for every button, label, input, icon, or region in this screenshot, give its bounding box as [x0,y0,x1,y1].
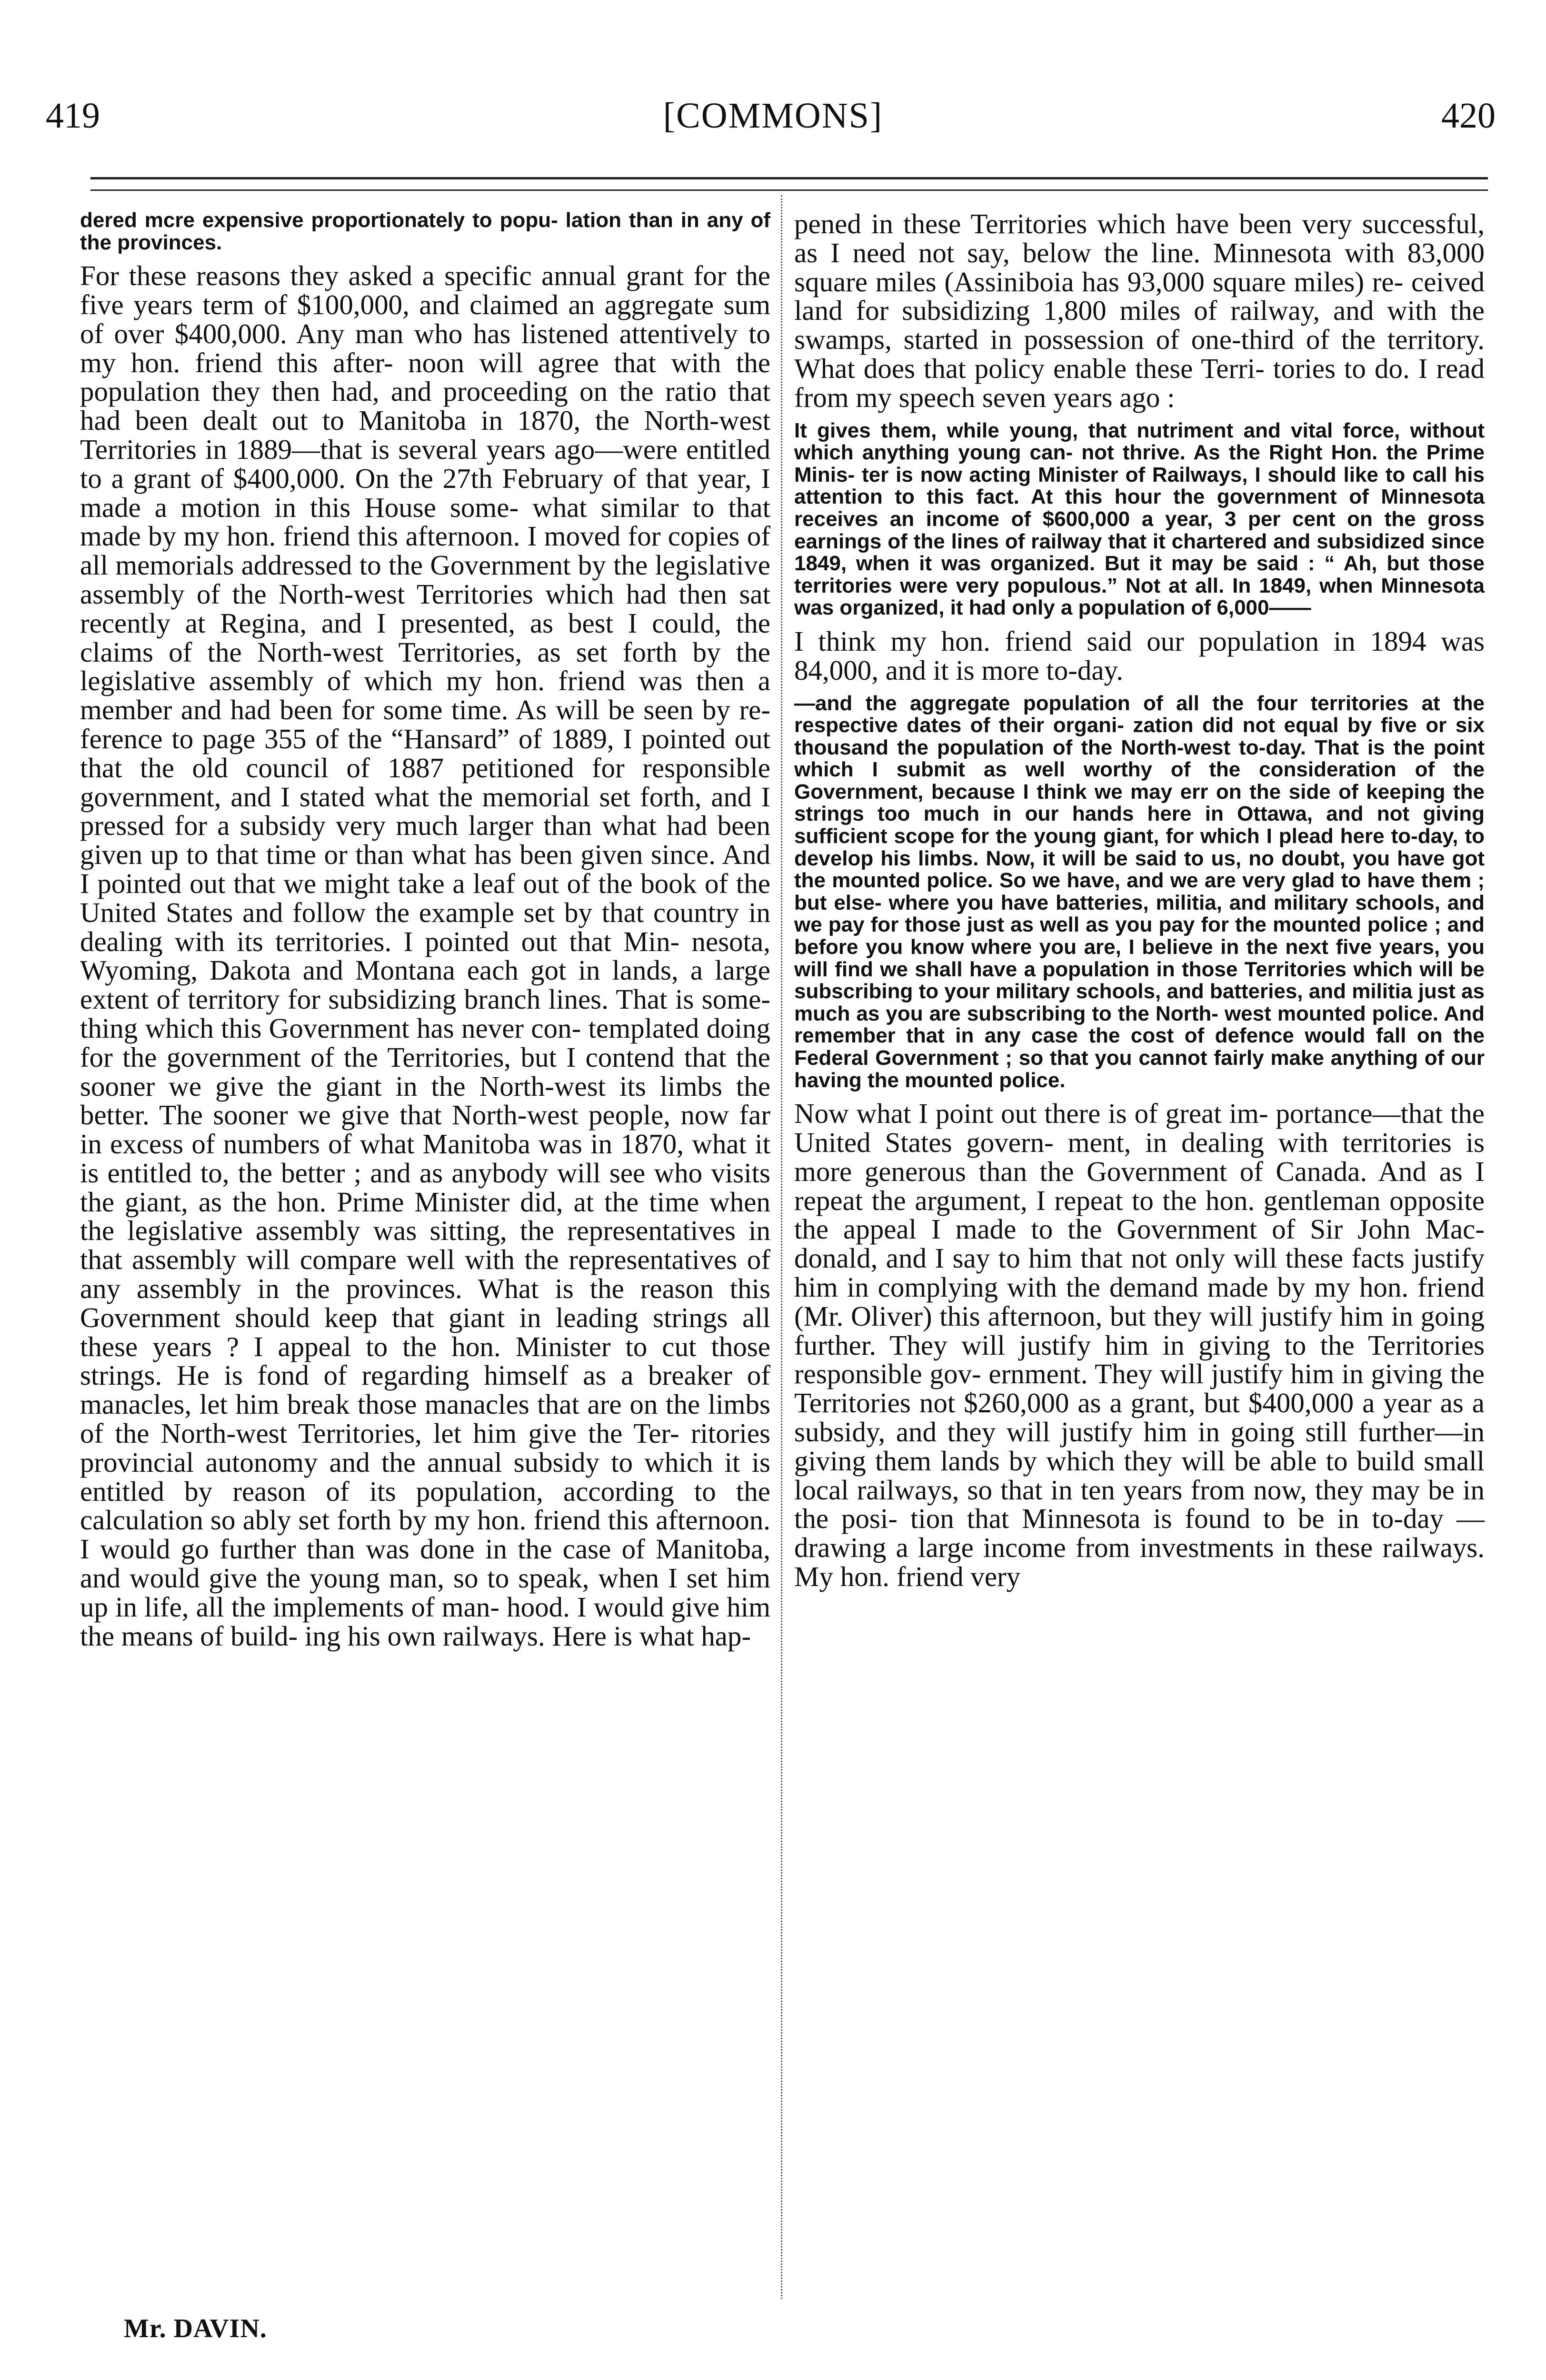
quoted-speech-1: It gives them, while young, that nutriment and vital force, without which anything young can- not thrive. As the Right Hon. the Prime Minis- ter is now acting Minister of Railways, I should like to call his attention to this fact. At this hour the government of Minnesota receives an income of $600,000 a year, 3 per cent on the gross earnings of the lines of railway that it chartered and subsidized since 1849, when it was organized. But it may be said : “ Ah, but those territories were very populous.” Not at all. In 1849, when Minnesota was organized, it had only a population of 6,000—— [794,418,1485,620]
header-rule-thin [90,189,1488,191]
page-header [0,95,1546,152]
quoted-speech-2: —and the aggregate population of all the four territories at the respective dates of their organi- zation did not equal by five or six thousand the population of the North-west to-day. That is the point which I submit as well worthy of the consideration of the Government, because I think we may err on the side of keeping the strings too much in our hands here in Ottawa, and not giving sufficient scope for the young giant, for which I plead here to-day, to develop his limbs. Now, it will be said to us, no doubt, you have got the mounted police. So we have, and we are very glad to have them ; but else- where you have batteries, militia, and military schools, and we pay for those just as well as you pay for the mounted police ; and before you know where you are, I believe in the next five years, you will find we shall have a population in those Territories which will be subscribing to your military schools, and batteries, and militia just as much as you are subscribing to the North- west mounted police. And remember that in any case the cost of defence would fall on the Federal Government ; so that you cannot fairly make anything of our having the mounted police. [794,691,1485,1092]
header-rule-thick [90,177,1488,179]
speaker-footer: Mr. DAVIN. [124,2314,267,2343]
column-divider [781,195,782,2299]
left-body-paragraph: For these reasons they asked a specific annual grant for the five years term of $100,000, and claimed an aggregate sum of over $400,000. Any man who has listened attentively to my hon. friend this after- noon will agree that with the population they then had, and proceeding on the ratio that had been dealt out to Manitoba in 1870, the North-west Territories in 1889—that is several years ago—were entitled to a grant of $400,000. On the 27th February of that year, I made a motion in this House some- what similar to that made by my hon. friend this afternoon. I moved for copies of all memorials addressed to the Government by the legislative assembly of the North-west Territories which had then sat recently at Regina, and I presented, as best I could, the claims of the North-west Territories, as set forth by the legislative assembly of which my hon. friend was then a member and had been for some time. As will be seen by re- ference to page 355 of the “Hansard” of 1889, I pointed out that the old council of 1887 petitioned for responsible government, and I stated what the memorial set forth, and I pressed for a subsidy very much larger than what had been given up to that time or than what has been given since. And I pointed out that we might take a leaf out of the book of the United States and follow the example set by that country in dealing with its territories. I pointed out that Min- nesota, Wyoming, Dakota and Montana each got in lands, a large extent of territory for subsidizing branch lines. That is some- thing which this Government has never con- templated doing for the government of the Territories, but I contend that the sooner we give the giant in the North-west its limbs the better. The sooner we give that North-west people, now far in excess of numbers of what Manitoba was in 1870, what it is entitled to, the better ; and as anybody will see who visits the giant, as the hon. Prime Minister did, at the time when the legislative assembly was sitting, the representatives in that assembly will compare well with the representatives of any assembly in the provinces. What is the reason this Government should keep that giant in leading strings all these years ? I appeal to the hon. Minister to cut those strings. He is fond of regarding himself as a breaker of manacles, let him break those manacles that are on the limbs of the North-west Territories, let him give the Ter- ritories provincial autonomy and the annual subsidy to which it is entitled by reason of its population, according to the calculation so ably set forth by my hon. friend this afternoon. I would go further than was done in the case of Manitoba, and would give the young man, so to speak, when I set him up in life, all the implements of man- hood. I would give him the means of build- ing his own railways. Here is what hap- [80,260,770,1652]
right-body-paragraph: Now what I point out there is of great im- portance—that the United States govern- ment, in dealing with territories is more generous than the Government of Canada. And as I repeat the argument, I repeat to the hon. gentleman opposite the appeal I made to the Government of Sir John Mac- donald, and I say to him that not only will these facts justify him in complying with the demand made by my hon. friend (Mr. Oliver) this afternoon, but they will justify him in going further. They will justify him in giving to the Territories responsible gov- ernment. They will justify him in giving the Territories not $260,000 as a grant, but $400,000 a year as a subsidy, and they will justify him in going still further—in giving them lands by which they will be able to build small local railways, so that in ten years from now, they may be in the posi- tion that Minnesota is found to be in to-day —drawing a large income from investments in these railways. My hon. friend very [794,1098,1485,1592]
right-column [794,209,1485,1591]
right-continuation-paragraph: pened in these Territories which have been very successful, as I need not say, below the line. Minnesota with 83,000 square miles (Assiniboia has 93,000 square miles) re- ceived land for subsidizing 1,800 miles of railway, and with the swamps, started in possession of one-third of the territory. What does that policy enable these Terri- tories to do. I read from my speech seven years ago : [794,208,1485,413]
interjection-paragraph: I think my hon. friend said our population in 1894 was 84,000, and it is more to-day. [794,625,1485,686]
running-head: [COMMONS] [663,96,883,136]
right-page-number: 420 [1441,96,1496,136]
left-column [80,209,770,1650]
left-continuation-text: dered mcre expensive proportionately to popu- lation than in any of the provinces. [80,208,770,254]
left-page-number: 419 [46,96,100,136]
